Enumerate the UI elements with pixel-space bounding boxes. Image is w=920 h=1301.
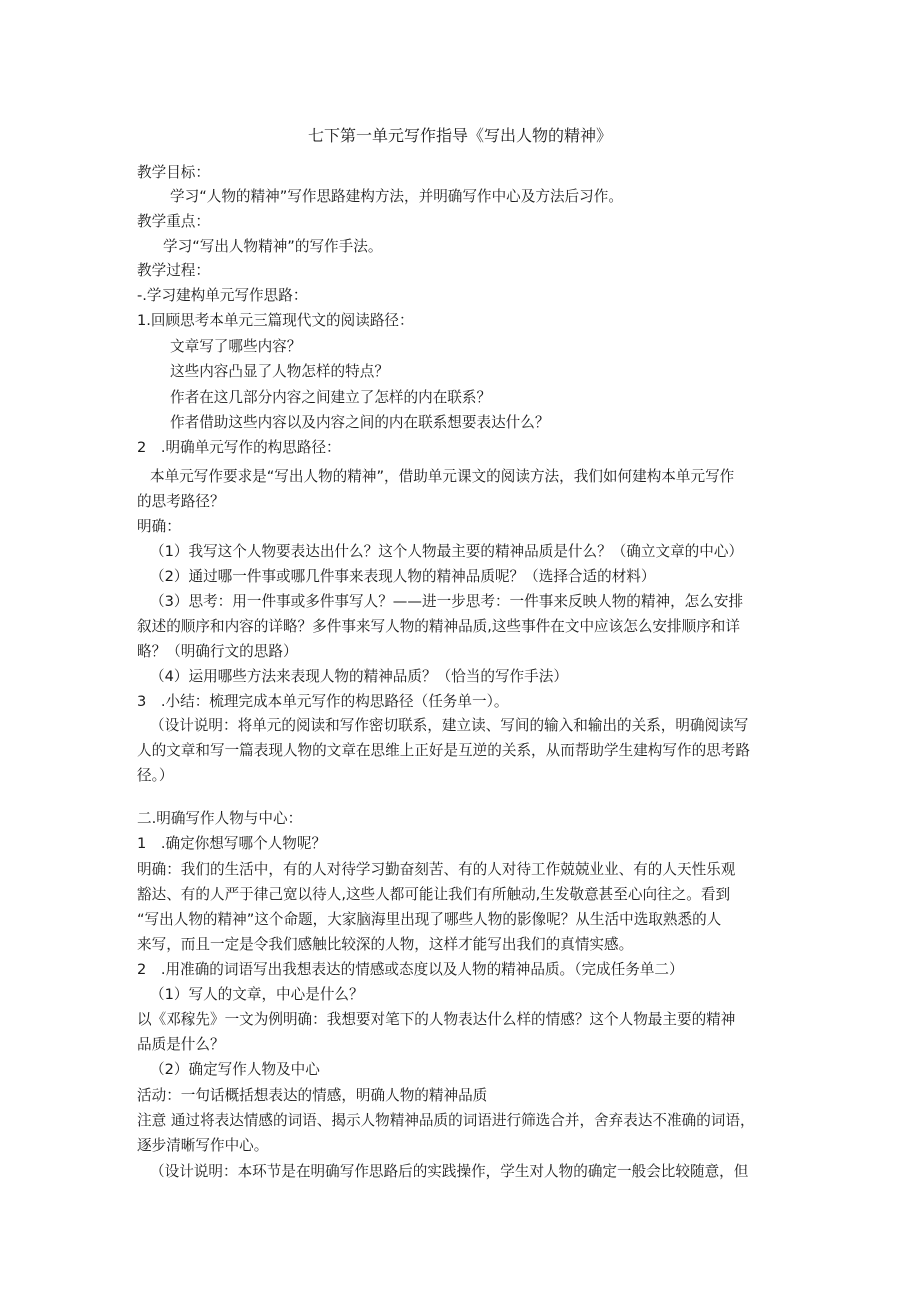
text-line: （3）思考：用一件事或多件事写人？——进一步思考：一件事来反映人物的精神，怎么安排 <box>150 593 744 610</box>
text-line: （2）通过哪一件事或哪几件事来表现人物的精神品质呢？（选择合适的材料） <box>150 568 656 585</box>
text-line: 略？（明确行文的思路） <box>137 643 298 660</box>
text-line: 人的文章和写一篇表现人物的文章在思维上正好是互逆的关系，从而帮助学生建构写作的思考路 <box>137 742 750 759</box>
heading-teaching-process: 教学过程： <box>137 262 210 279</box>
text-line: （1）写人的文章，中心是什么？ <box>150 986 364 1003</box>
text-line: 文章写了哪些内容？ <box>170 338 302 355</box>
text-line: 2 .用准确的词语写出我想表达的情感或态度以及人物的精神品质。（完成任务单二） <box>137 961 684 978</box>
text-line: 来写，而且一定是令我们感触比较深的人物，这样才能写出我们的真情实感。 <box>137 936 634 953</box>
text-line: 逐步清晰写作中心。 <box>137 1137 269 1154</box>
text-line: 作者在这几部分内容之间建立了怎样的内在联系？ <box>170 389 492 406</box>
text-line: 的思考路径？ <box>137 493 225 510</box>
text-line: （4）运用哪些方法来表现人物的精神品质？（恰当的写作手法） <box>150 668 568 685</box>
section-heading: 二.明确写作人物与中心： <box>137 810 303 827</box>
text-line: 注意 通过将表达情感的词语、揭示人物精神品质的词语进行筛选合并，舍弃表达不准确的词语， <box>137 1112 755 1129</box>
text-line: 明确：我们的生活中，有的人对待学习勤奋刻苦、有的人对待工作兢兢业业、有的人天性乐观 <box>137 861 736 878</box>
text-line: 以《邓稼先》一文为例明确：我想要对笔下的人物表达什么样的情感？这个人物最主要的精神 <box>137 1011 736 1028</box>
text-line: 作者借助这些内容以及内容之间的内在联系想要表达什么？ <box>170 414 550 431</box>
text-line: 1 .确定你想写哪个人物呢？ <box>137 835 327 852</box>
text-line: （2）确定写作人物及中心 <box>150 1061 320 1078</box>
text-line: 本单元写作要求是“写出人物的精神”，借助单元课文的阅读方法，我们如何建构本单元写作 <box>150 468 735 485</box>
text-line: （设计说明：将单元的阅读和写作密切联系，建立读、写间的输入和输出的关系，明确阅读写 <box>150 717 749 734</box>
text-line: 学习“人物的精神”写作思路建构方法，并明确写作中心及方法后习作。 <box>170 188 623 205</box>
text-line: 3 .小结：梳理完成本单元写作的构思路径（任务单一）。 <box>137 693 509 710</box>
text-line: 2 .明确单元写作的构思路径： <box>137 439 341 456</box>
text-line: 1.回顾思考本单元三篇现代文的阅读路径： <box>137 312 414 329</box>
text-line: “写出人物的精神”这个命题，大家脑海里出现了哪些人物的影像呢？从生活中选取熟悉的人 <box>137 911 722 928</box>
heading-teaching-focus: 教学重点： <box>137 213 210 230</box>
text-line: 这些内容凸显了人物怎样的特点？ <box>170 363 389 380</box>
text-line: 活动：一句话概括想表达的情感，明确人物的精神品质 <box>137 1087 488 1104</box>
heading-teaching-goal: 教学目标： <box>137 164 210 181</box>
text-line: （1）我写这个人物要表达出什么？这个人物最主要的精神品质是什么？（确立文章的中心） <box>150 543 744 560</box>
text-line: （设计说明：本环节是在明确写作思路后的实践操作，学生对人物的确定一般会比较随意，但 <box>150 1163 749 1180</box>
section-heading: -.学习建构单元写作思路： <box>137 287 308 304</box>
text-line: 豁达、有的人严于律己宽以待人,这些人都可能让我们有所触动,生发敬意甚至心向往之。看到 <box>137 886 731 903</box>
text-line: 明确： <box>137 518 181 535</box>
text-line: 径。） <box>137 767 174 784</box>
text-line: 叙述的顺序和内容的详略？多件事来写人物的精神品质,这些事件在文中应该怎么安排顺序和详 <box>137 618 740 635</box>
text-line: 品质是什么？ <box>137 1036 225 1053</box>
text-line: 学习“写出人物精神”的写作手法。 <box>163 238 383 255</box>
doc-title: 七下第一单元写作指导《写出人物的精神》 <box>307 126 612 145</box>
